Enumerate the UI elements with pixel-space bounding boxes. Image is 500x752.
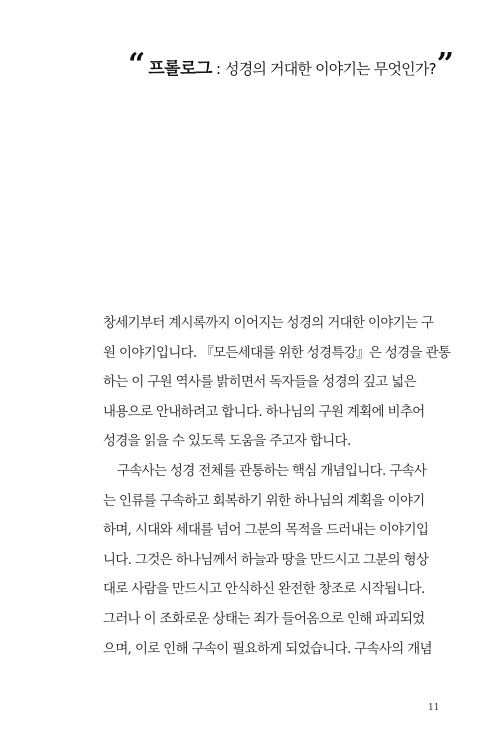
body-line: 구속사는 성경 전체를 관통하는 핵심 개념입니다. 구속사 <box>117 463 427 479</box>
body-line: 하는 이 구원 역사를 밝히면서 독자들을 성경의 깊고 넓은 <box>103 375 416 391</box>
page-number: 11 <box>428 703 440 713</box>
heading-label: 프롤로그 <box>148 59 212 79</box>
body-line: 하며, 시대와 세대를 넘어 그분의 목적을 드러내는 이야기입 <box>103 523 429 539</box>
close-quote-mark: ” <box>436 47 454 82</box>
body-line: 니다. 그것은 하나님께서 하늘과 땅을 만드시고 그분의 형상 <box>103 552 429 568</box>
body-line: 원 이야기입니다. 『모든세대를 위한 성경특강』은 성경을 관통 <box>103 345 451 361</box>
body-line: 창세기부터 계시록까지 이어지는 성경의 거대한 이야기는 구 <box>103 316 434 331</box>
body-line: 는 인류를 구속하고 회복하기 위한 하나님의 계획을 이야기 <box>103 493 425 509</box>
body-line: 그러나 이 조화로운 상태는 죄가 들어옴으로 인해 파괴되었 <box>103 611 425 627</box>
body-line: 내용으로 안내하려고 합니다. 하나님의 구원 계획에 비추어 <box>103 404 425 420</box>
body-line: 성경을 읽을 수 있도록 도움을 주고자 합니다. <box>103 434 351 450</box>
body-line: 대로 사람을 만드시고 안식하신 완전한 창조로 시작됩니다. <box>103 582 425 598</box>
heading-text: 성경의 거대한 이야기는 무엇인가? <box>225 60 436 78</box>
body-text <box>103 309 450 664</box>
chapter-heading <box>127 47 454 84</box>
heading-separator: : <box>215 60 221 78</box>
open-quote-mark: “ <box>127 47 146 82</box>
body-line: 으며, 이로 인해 구속이 필요하게 되었습니다. 구속사의 개념 <box>103 641 432 657</box>
